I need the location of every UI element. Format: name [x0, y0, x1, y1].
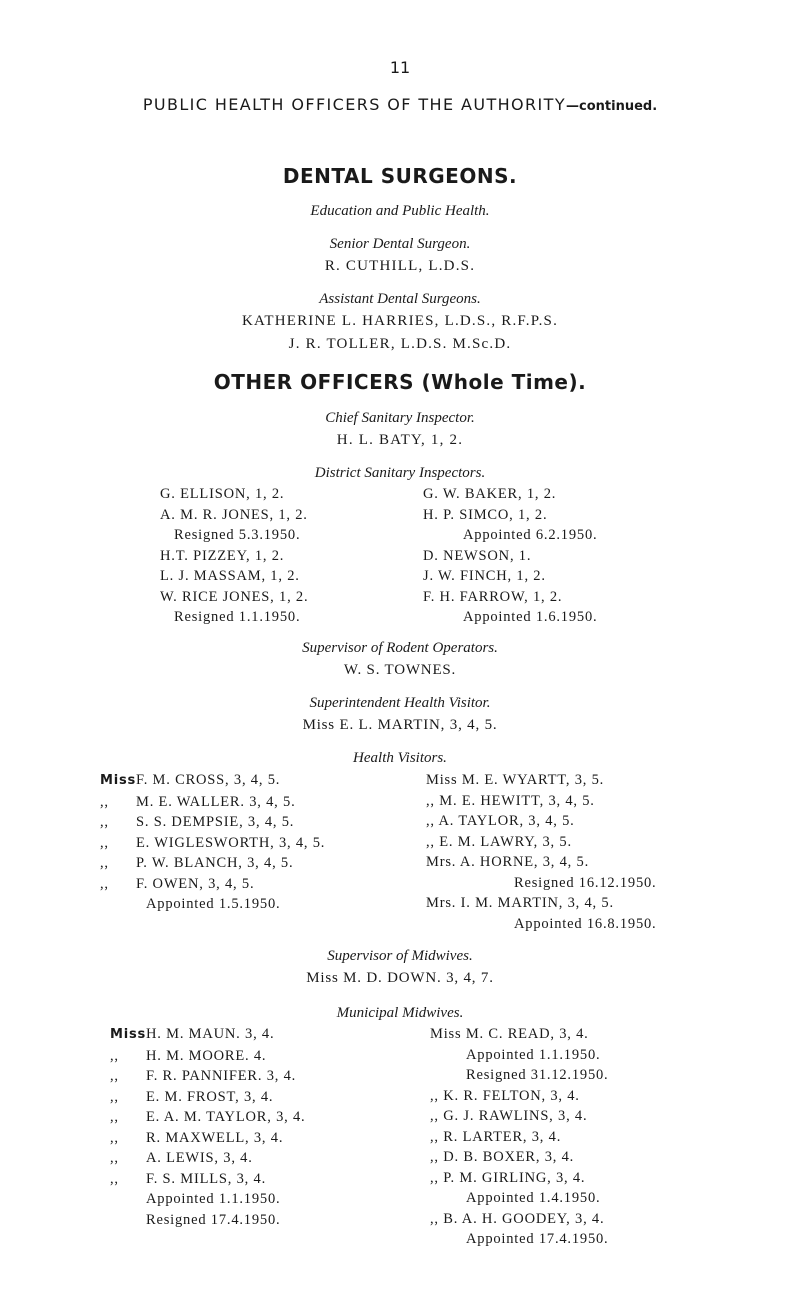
list-item: Resigned 1.1.1950.: [174, 609, 301, 625]
title-prefix: ,,: [100, 855, 109, 871]
visitor-name: E. WIGLESWORTH, 3, 4, 5.: [136, 834, 326, 851]
list-item: ,, B. A. H. GOODEY, 3, 4.: [430, 1210, 605, 1227]
list-item: A. M. R. JONES, 1, 2.: [160, 506, 308, 523]
list-item: Mrs. I. M. MARTIN, 3, 4, 5.: [426, 895, 614, 911]
page-header-suffix: —continued.: [566, 99, 658, 114]
list-item: H.T. PIZZEY, 1, 2.: [160, 547, 285, 564]
chief-inspector-heading: Chief Sanitary Inspector.: [325, 410, 475, 426]
title-prefix: ,,: [110, 1068, 119, 1084]
list-item: Appointed 1.1.1950.: [466, 1046, 601, 1063]
title-prefix: ,,: [100, 793, 109, 810]
rodent-supervisor-name: W. S. TOWNES.: [343, 662, 457, 678]
midwives-supervisor-name: Miss M. D. DOWN. 3, 4, 7.: [306, 970, 494, 986]
list-item: Miss M. E. WYARTT, 3, 5.: [426, 772, 605, 788]
list-item: ,, E. M. LAWRY, 3, 5.: [426, 833, 572, 850]
list-item: F. H. FARROW, 1, 2.: [423, 588, 563, 605]
midwife-name: F. S. MILLS, 3, 4.: [146, 1170, 266, 1187]
health-visitors-left-column: [100, 770, 325, 915]
assistant-dental-name-1: KATHERINE L. HARRIES, L.D.S., R.F.P.S.: [241, 313, 559, 329]
midwives-supervisor-heading: Supervisor of Midwives.: [327, 948, 473, 964]
list-item: [100, 833, 325, 854]
list-item: ,, D. B. BOXER, 3, 4.: [430, 1149, 575, 1165]
health-visitors-heading: Health Visitors.: [353, 750, 447, 766]
list-item: ,, P. M. GIRLING, 3, 4.: [430, 1169, 586, 1186]
title-prefix: ,,: [110, 1088, 119, 1105]
superintendent-heading: Superintendent Health Visitor.: [309, 695, 491, 711]
midwife-name: E. A. M. TAYLOR, 3, 4.: [146, 1109, 306, 1125]
list-item: W. RICE JONES, 1, 2.: [160, 588, 309, 605]
title-prefix: ,,: [100, 875, 109, 892]
municipal-midwives-heading: Municipal Midwives.: [336, 1005, 464, 1021]
list-item: ,, K. R. FELTON, 3, 4.: [430, 1087, 580, 1104]
page-header-main: PUBLIC HEALTH OFFICERS OF THE AUTHORITY: [142, 95, 567, 114]
title-prefix: ,,: [110, 1150, 119, 1166]
list-item: ,, M. E. HEWITT, 3, 4, 5.: [426, 792, 595, 809]
title-prefix: ,,: [100, 834, 109, 851]
list-item: [100, 792, 325, 813]
page-header: [0, 95, 800, 115]
title-prefix: ,,: [100, 814, 109, 830]
list-item: G. ELLISON, 1, 2.: [160, 486, 285, 502]
list-item: Appointed 1.6.1950.: [463, 609, 598, 625]
title-prefix: Miss: [110, 1027, 147, 1042]
list-item: [110, 1169, 305, 1190]
chief-inspector-name: H. L. BATY, 1, 2.: [336, 432, 464, 448]
visitor-name: S. S. DEMPSIE, 3, 4, 5.: [136, 814, 295, 830]
list-item: ,, G. J. RAWLINS, 3, 4.: [430, 1108, 588, 1124]
assistant-dental-name-2: J. R. TOLLER, L.D.S. M.Sc.D.: [288, 336, 512, 352]
list-item: Appointed 6.2.1950.: [463, 527, 598, 543]
municipal-midwives-right-column: [430, 1024, 608, 1250]
list-item: Appointed 17.4.1950.: [466, 1231, 609, 1247]
visitor-name: P. W. BLANCH, 3, 4, 5.: [136, 855, 294, 871]
midwife-name: A. LEWIS, 3, 4.: [146, 1150, 253, 1166]
health-visitors-right-column: [426, 770, 656, 934]
title-prefix: Miss: [100, 773, 137, 788]
midwife-name: H. M. MOORE. 4.: [146, 1047, 267, 1064]
list-item: [110, 1107, 305, 1128]
municipal-midwives-left-column: [110, 1024, 305, 1230]
list-item: D. NEWSON, 1.: [423, 547, 532, 564]
list-item: Appointed 1.1.1950.: [146, 1191, 281, 1207]
list-item: [100, 770, 325, 792]
list-item: ,, R. LARTER, 3, 4.: [430, 1128, 562, 1145]
title-prefix: ,,: [110, 1047, 119, 1064]
senior-dental-heading: Senior Dental Surgeon.: [329, 236, 471, 252]
visitor-name: M. E. WALLER. 3, 4, 5.: [136, 793, 296, 810]
list-item: [110, 1024, 305, 1046]
list-item: [110, 1128, 305, 1149]
dental-subtitle: Education and Public Health.: [310, 203, 490, 219]
list-item: [100, 812, 325, 833]
list-item: [110, 1046, 305, 1067]
midwife-name: E. M. FROST, 3, 4.: [146, 1088, 274, 1105]
list-item: Resigned 16.12.1950.: [514, 874, 657, 891]
list-item: Appointed 16.8.1950.: [514, 915, 657, 932]
list-item: Appointed 1.5.1950.: [146, 896, 281, 912]
list-item: L. J. MASSAM, 1, 2.: [160, 568, 300, 584]
rodent-supervisor-heading: Supervisor of Rodent Operators.: [302, 640, 498, 656]
list-item: Resigned 31.12.1950.: [466, 1067, 609, 1083]
midwife-name: R. MAXWELL, 3, 4.: [146, 1129, 284, 1146]
district-right-column: [423, 484, 597, 628]
list-item: [100, 874, 325, 895]
list-item: Resigned 5.3.1950.: [174, 527, 301, 543]
assistant-dental-heading: Assistant Dental Surgeons.: [319, 291, 481, 307]
other-officers-title: OTHER OFFICERS (Whole Time).: [213, 370, 587, 394]
list-item: J. W. FINCH, 1, 2.: [423, 568, 546, 584]
list-item: Resigned 17.4.1950.: [146, 1211, 281, 1228]
list-item: Appointed 1.4.1950.: [466, 1190, 601, 1206]
list-item: ,, A. TAYLOR, 3, 4, 5.: [426, 813, 575, 829]
district-left-column: [160, 484, 308, 628]
visitor-name: F. M. CROSS, 3, 4, 5.: [136, 772, 281, 788]
midwife-name: F. R. PANNIFER. 3, 4.: [146, 1068, 297, 1084]
district-inspectors-heading: District Sanitary Inspectors.: [314, 465, 486, 481]
senior-dental-name: R. CUTHILL, L.D.S.: [324, 258, 476, 274]
visitor-name: F. OWEN, 3, 4, 5.: [136, 875, 255, 892]
superintendent-name: Miss E. L. MARTIN, 3, 4, 5.: [302, 717, 498, 733]
dental-title: DENTAL SURGEONS.: [282, 164, 518, 188]
midwife-name: H. M. MAUN. 3, 4.: [146, 1026, 275, 1042]
list-item: [110, 1066, 305, 1087]
list-item: G. W. BAKER, 1, 2.: [423, 486, 557, 502]
page-number: 11: [389, 58, 411, 77]
list-item: H. P. SIMCO, 1, 2.: [423, 506, 548, 523]
list-item: Miss M. C. READ, 3, 4.: [430, 1026, 589, 1042]
title-prefix: ,,: [110, 1129, 119, 1146]
list-item: Mrs. A. HORNE, 3, 4, 5.: [426, 854, 590, 870]
title-prefix: ,,: [110, 1109, 119, 1125]
list-item: [100, 853, 325, 874]
list-item: [110, 1148, 305, 1169]
list-item: [110, 1087, 305, 1108]
title-prefix: ,,: [110, 1170, 119, 1187]
